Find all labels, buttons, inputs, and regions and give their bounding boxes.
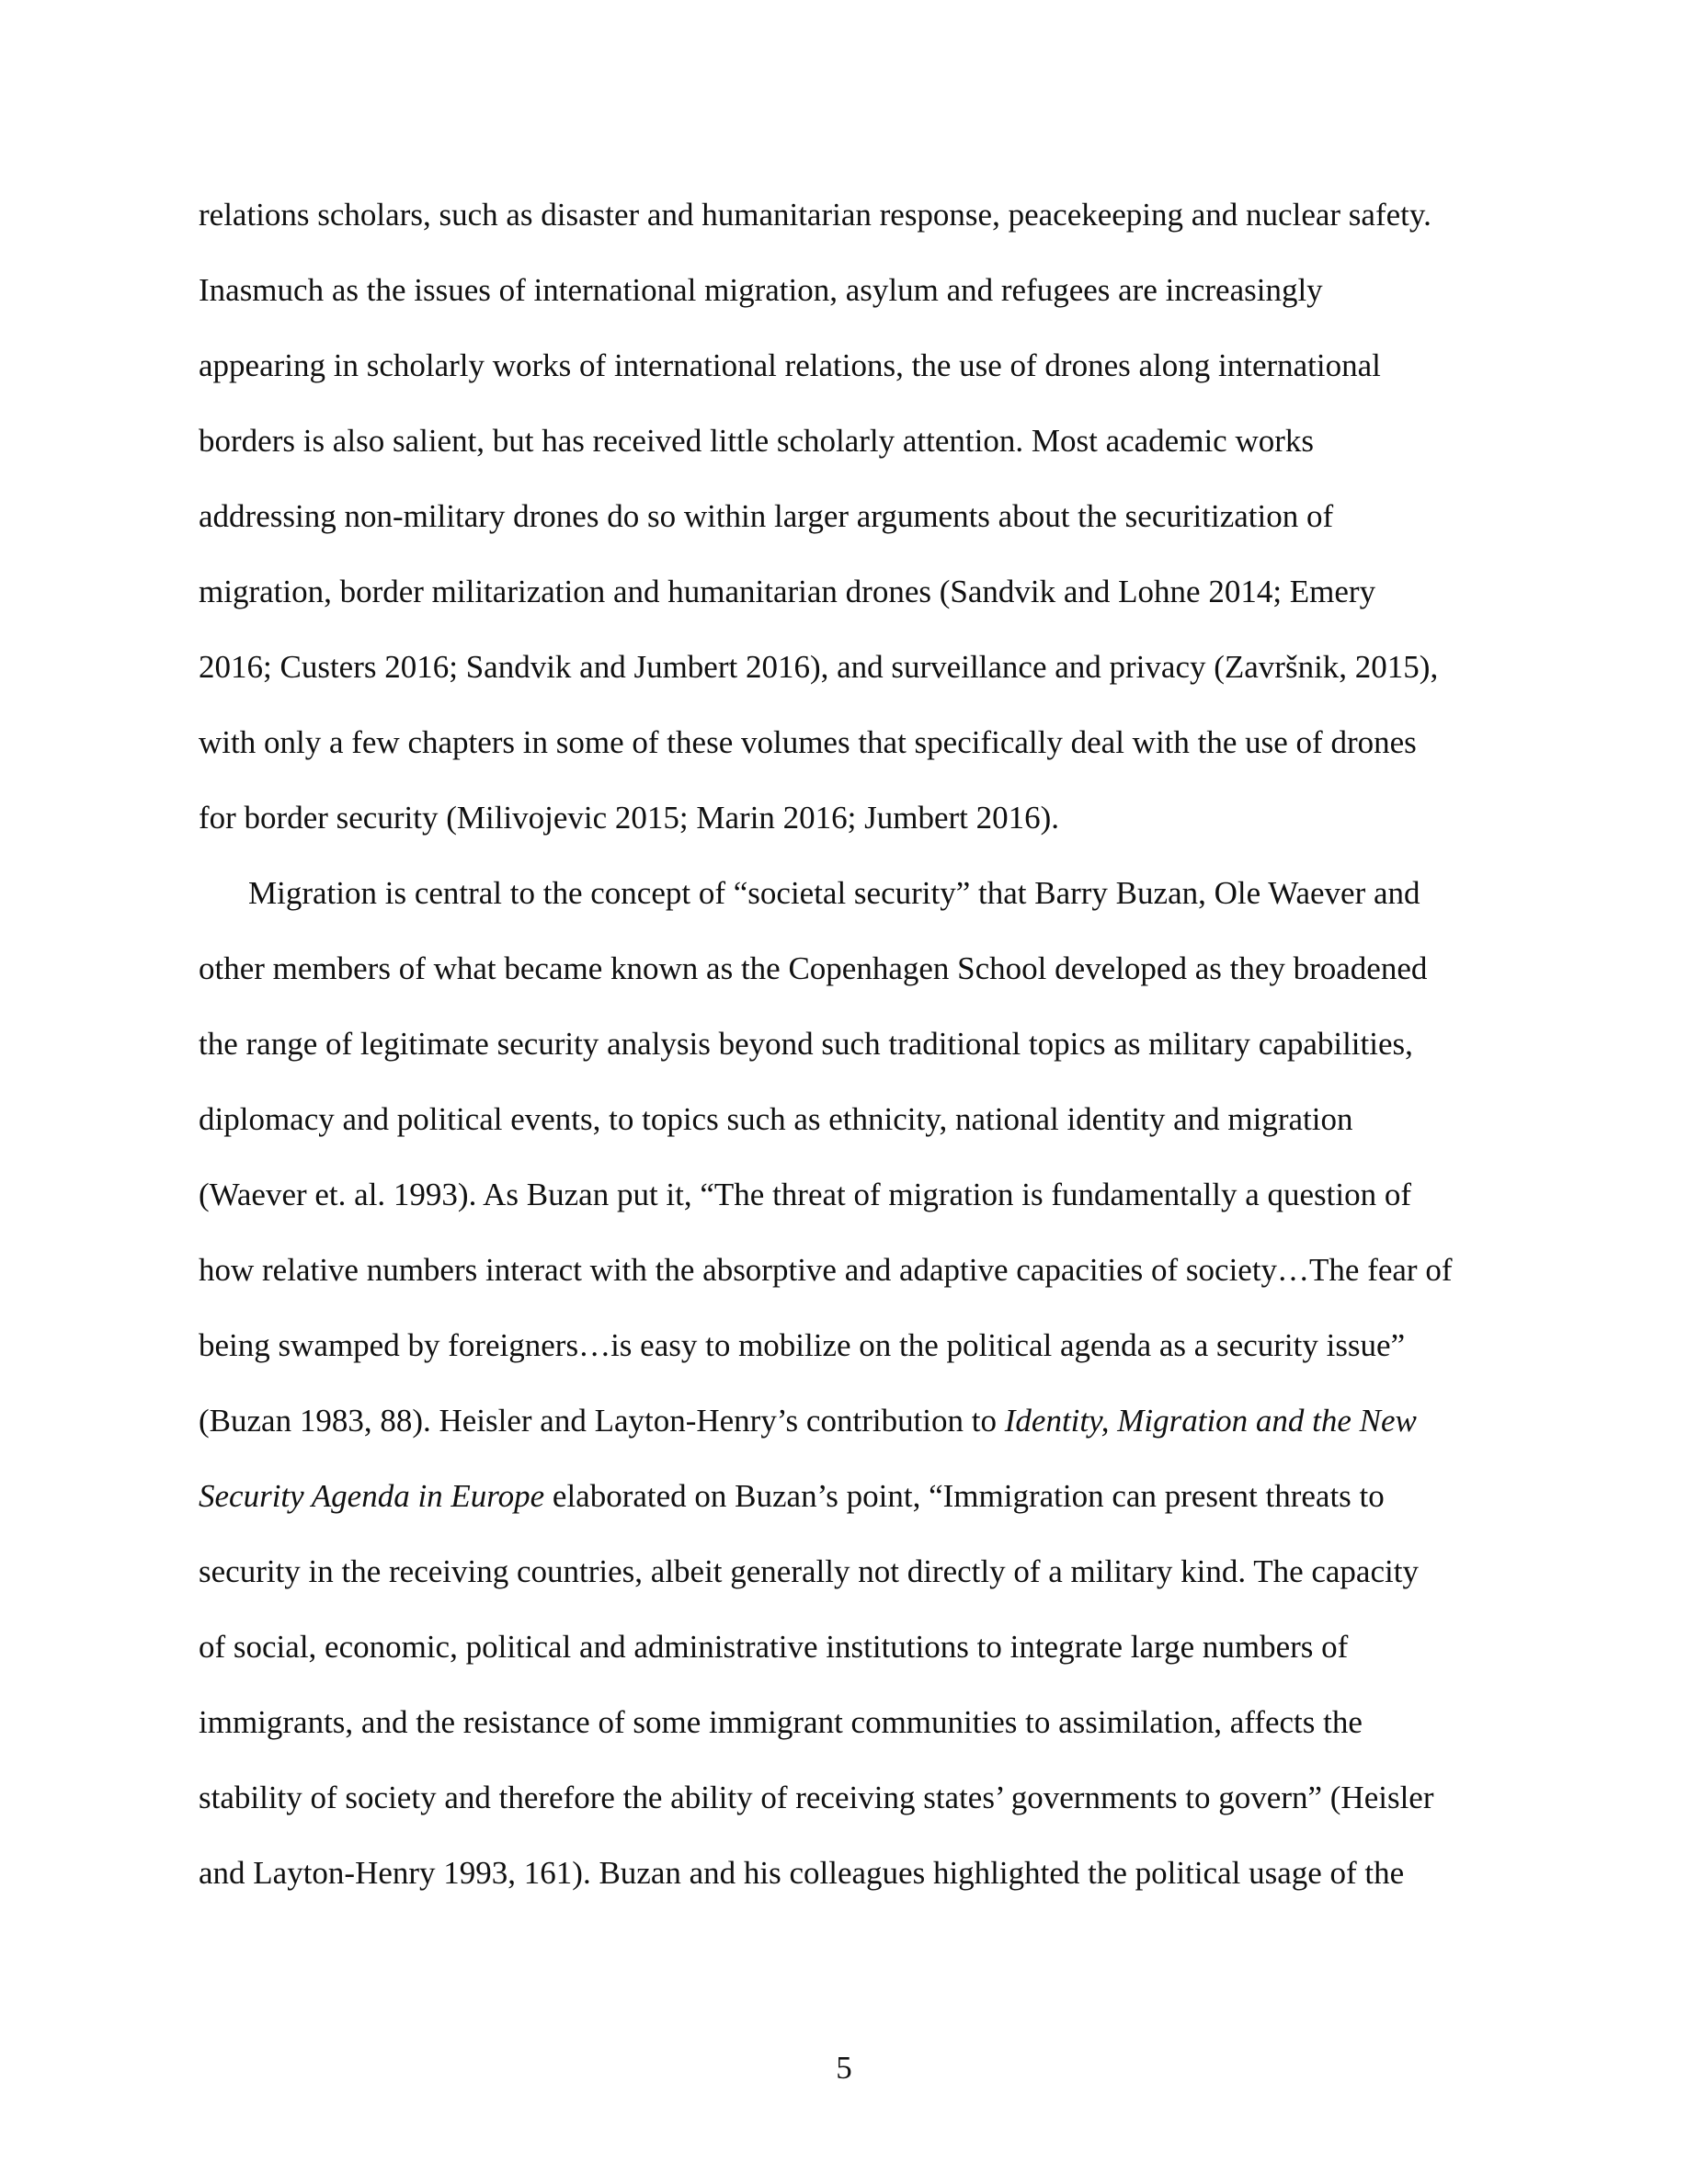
- text-line: other members of what became known as the Copenhagen School developed as they broadened: [199, 950, 1428, 986]
- text-line: 2016; Custers 2016; Sandvik and Jumbert 2016), and surveillance and privacy (Završnik, 2015),: [199, 649, 1439, 685]
- text-line: being swamped by foreigners…is easy to mobilize on the political agenda as a security issue”: [199, 1327, 1406, 1363]
- text-line: how relative numbers interact with the absorptive and adaptive capacities of society…The fear of: [199, 1252, 1453, 1288]
- text-line: with only a few chapters in some of these volumes that specifically deal with the use of drones: [199, 724, 1417, 760]
- text-line: stability of society and therefore the ability of receiving states’ governments to govern” (Heisler: [199, 1780, 1434, 1815]
- text-line: the range of legitimate security analysis beyond such traditional topics as military capabilities,: [199, 1026, 1413, 1062]
- text-line: of social, economic, political and administrative institutions to integrate large numbers of: [199, 1629, 1349, 1665]
- text-line: Inasmuch as the issues of international migration, asylum and refugees are increasingly: [199, 272, 1323, 308]
- text-line: borders is also salient, but has received little scholarly attention. Most academic works: [199, 423, 1315, 459]
- text-line: Migration is central to the concept of “societal security” that Barry Buzan, Ole Waever and: [248, 875, 1420, 911]
- text-line: appearing in scholarly works of international relations, the use of drones along international: [199, 347, 1381, 383]
- page-number: 5: [836, 2050, 852, 2086]
- text-line: immigrants, and the resistance of some immigrant communities to assimilation, affects the: [199, 1704, 1363, 1740]
- text-line: addressing non-military drones do so within larger arguments about the securitization of: [199, 498, 1334, 534]
- text-line: (Waever et. al. 1993). As Buzan put it, “The threat of migration is fundamentally a question of: [199, 1177, 1412, 1212]
- text-line: relations scholars, such as disaster and humanitarian response, peacekeeping and nuclear safety.: [199, 197, 1431, 233]
- text-line: and Layton-Henry 1993, 161). Buzan and his colleagues highlighted the political usage of the: [199, 1855, 1405, 1891]
- book-title-italic: Identity, Migration and the New: [1004, 1403, 1417, 1439]
- text-line: Security Agenda in Europe elaborated on Buzan’s point, “Immigration can present threats to: [199, 1478, 1385, 1514]
- text-line: (Buzan 1983, 88). Heisler and Layton-Henry’s contribution to Identity, Migration and the New: [199, 1403, 1417, 1439]
- text-line: security in the receiving countries, albeit generally not directly of a military kind. The capacity: [199, 1553, 1419, 1589]
- text-line: for border security (Milivojevic 2015; Marin 2016; Jumbert 2016).: [199, 800, 1060, 836]
- book-title-italic: Security Agenda in Europe: [199, 1478, 545, 1514]
- text-line: diplomacy and political events, to topics such as ethnicity, national identity and migration: [199, 1101, 1353, 1137]
- text-line: migration, border militarization and humanitarian drones (Sandvik and Lohne 2014; Emery: [199, 574, 1376, 609]
